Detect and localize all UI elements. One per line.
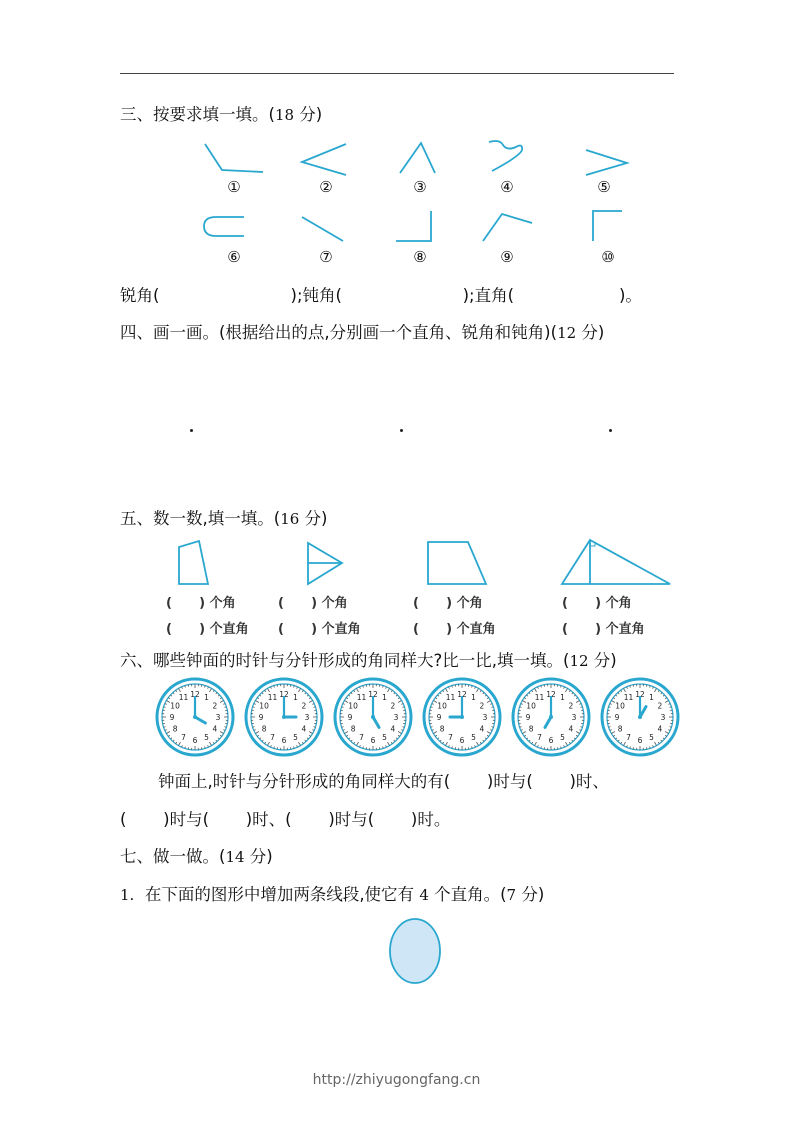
label-10: ⑩ xyxy=(601,248,615,266)
clock-number: 4 xyxy=(301,724,307,734)
angle-5 xyxy=(586,150,627,175)
clock-answer-line-2: ( )时与( )时、( )时与( )时。 xyxy=(120,810,451,829)
clock-number: 12 xyxy=(635,690,645,699)
counting-figures xyxy=(0,535,793,590)
clock-number: 6 xyxy=(548,736,554,745)
clock-number: 7 xyxy=(181,732,186,742)
clock-number: 7 xyxy=(448,732,453,742)
clock-number: 1 xyxy=(649,693,654,703)
clock-number: 9 xyxy=(347,713,353,722)
clock-number: 5 xyxy=(293,732,298,742)
angle-1 xyxy=(205,144,263,172)
count-angles-2: ( ) 个角 xyxy=(278,596,348,611)
clock-number: 10 xyxy=(259,701,269,711)
label-5: ⑤ xyxy=(597,178,611,196)
clock-number: 12 xyxy=(546,690,556,699)
clock-number: 10 xyxy=(526,701,536,711)
section-5-title: 五、数一数,填一填。(16 分) xyxy=(120,509,328,528)
section-4-title: 四、画一画。(根据给出的点,分别画一个直角、锐角和钝角)(12 分) xyxy=(120,323,605,342)
clock-number: 10 xyxy=(348,701,358,711)
count-angles-3: ( ) 个角 xyxy=(413,596,483,611)
oval-shape xyxy=(386,916,446,988)
clock-number: 11 xyxy=(623,693,634,703)
clock-number: 3 xyxy=(215,713,221,722)
clock-number: 2 xyxy=(212,701,218,711)
clock-number: 9 xyxy=(436,713,442,722)
section-7-title: 七、做一做。(14 分) xyxy=(120,847,273,866)
clock-number: 6 xyxy=(281,736,287,745)
draw-point-2 xyxy=(400,429,403,432)
section-3-title: 三、按要求填一填。(18 分) xyxy=(120,105,323,124)
label-3: ③ xyxy=(413,178,427,196)
clock-number: 3 xyxy=(660,713,666,722)
clock-number: 11 xyxy=(534,693,545,703)
count-angles-1: ( ) 个角 xyxy=(166,596,236,611)
clock-number: 6 xyxy=(637,736,643,745)
clock-number: 7 xyxy=(537,732,542,742)
clock-number: 5 xyxy=(649,732,654,742)
clock-number: 11 xyxy=(445,693,456,703)
header-rule xyxy=(120,73,674,74)
angle-6 xyxy=(204,217,244,236)
clock-number: 7 xyxy=(626,732,631,742)
count-right-3: ( ) 个直角 xyxy=(413,622,496,637)
clock-number: 6 xyxy=(459,736,465,745)
clock-number: 10 xyxy=(170,701,180,711)
clock-number: 5 xyxy=(560,732,565,742)
clock-number: 11 xyxy=(356,693,367,703)
clock-number: 12 xyxy=(279,690,289,699)
clock-number: 3 xyxy=(393,713,399,722)
angle-4 xyxy=(489,141,522,171)
clock-number: 8 xyxy=(528,724,534,734)
clock-number: 1 xyxy=(471,693,476,703)
clock-number: 4 xyxy=(479,724,485,734)
angle-8 xyxy=(396,211,431,241)
shape-right-triangle xyxy=(562,540,670,584)
count-angles-4: ( ) 个角 xyxy=(562,596,632,611)
clock-face xyxy=(513,679,589,755)
clock-number: 9 xyxy=(525,713,531,722)
clock-face xyxy=(246,679,322,755)
clock-number: 12 xyxy=(457,690,467,699)
clock-number: 9 xyxy=(614,713,620,722)
clock-number: 5 xyxy=(471,732,476,742)
section-6-title: 六、哪些钟面的时针与分针形成的角同样大?比一比,填一填。(12 分) xyxy=(120,651,617,670)
clock-number: 2 xyxy=(657,701,663,711)
draw-point-1 xyxy=(190,429,193,432)
clock-number: 10 xyxy=(615,701,625,711)
clock-face xyxy=(424,679,500,755)
label-1: ① xyxy=(227,178,241,196)
clock-number: 2 xyxy=(479,701,485,711)
clock-number: 7 xyxy=(270,732,275,742)
clock-number: 8 xyxy=(617,724,623,734)
clock-face xyxy=(335,679,411,755)
clock-number: 5 xyxy=(382,732,387,742)
shape-quadrilateral xyxy=(179,541,208,584)
clock-number: 8 xyxy=(350,724,356,734)
angle-10 xyxy=(593,211,622,241)
clock-number: 2 xyxy=(568,701,574,711)
angle-3 xyxy=(400,143,435,173)
clock-number: 3 xyxy=(571,713,577,722)
clock-number: 10 xyxy=(437,701,447,711)
clock-number: 1 xyxy=(560,693,565,703)
clock-number: 2 xyxy=(390,701,396,711)
footer-url: http://zhiyugongfang.cn xyxy=(312,1072,481,1088)
draw-point-3 xyxy=(609,429,612,432)
clock-number: 8 xyxy=(261,724,267,734)
clock-number: 9 xyxy=(258,713,264,722)
clock-number: 8 xyxy=(172,724,178,734)
clock-faces xyxy=(0,676,793,758)
label-9: ⑨ xyxy=(500,248,514,266)
label-8: ⑧ xyxy=(413,248,427,266)
angle-2 xyxy=(302,144,346,175)
clock-number: 11 xyxy=(267,693,278,703)
angle-answer-line: 锐角( );钝角( );直角( )。 xyxy=(120,286,642,305)
clock-face xyxy=(602,679,678,755)
label-6: ⑥ xyxy=(227,248,241,266)
count-right-2: ( ) 个直角 xyxy=(278,622,361,637)
clock-number: 2 xyxy=(301,701,307,711)
clock-number: 4 xyxy=(657,724,663,734)
angle-9 xyxy=(483,214,532,241)
angle-7 xyxy=(302,217,343,241)
clock-number: 12 xyxy=(368,690,378,699)
clock-number: 11 xyxy=(178,693,189,703)
clock-number: 4 xyxy=(390,724,396,734)
count-right-1: ( ) 个直角 xyxy=(166,622,249,637)
clock-number: 6 xyxy=(370,736,376,745)
shape-triangle-split xyxy=(308,543,342,584)
clock-face xyxy=(157,679,233,755)
shape-trapezoid xyxy=(428,542,486,584)
clock-number: 4 xyxy=(568,724,574,734)
clock-number: 6 xyxy=(192,736,198,745)
clock-number: 4 xyxy=(212,724,218,734)
angle-figures xyxy=(0,135,793,255)
clock-number: 1 xyxy=(293,693,298,703)
label-2: ② xyxy=(319,178,333,196)
label-7: ⑦ xyxy=(319,248,333,266)
clock-number: 9 xyxy=(169,713,175,722)
clock-number: 8 xyxy=(439,724,445,734)
question-7-1: 1. 在下面的图形中增加两条线段,使它有 4 个直角。(7 分) xyxy=(120,885,545,904)
clock-number: 12 xyxy=(190,690,200,699)
clock-answer-line-1: 钟面上,时针与分针形成的角同样大的有( )时与( )时、 xyxy=(158,772,609,791)
clock-number: 1 xyxy=(204,693,209,703)
count-right-4: ( ) 个直角 xyxy=(562,622,645,637)
clock-number: 3 xyxy=(482,713,488,722)
clock-number: 7 xyxy=(359,732,364,742)
clock-number: 1 xyxy=(382,693,387,703)
clock-number: 5 xyxy=(204,732,209,742)
clock-number: 3 xyxy=(304,713,310,722)
label-4: ④ xyxy=(500,178,514,196)
